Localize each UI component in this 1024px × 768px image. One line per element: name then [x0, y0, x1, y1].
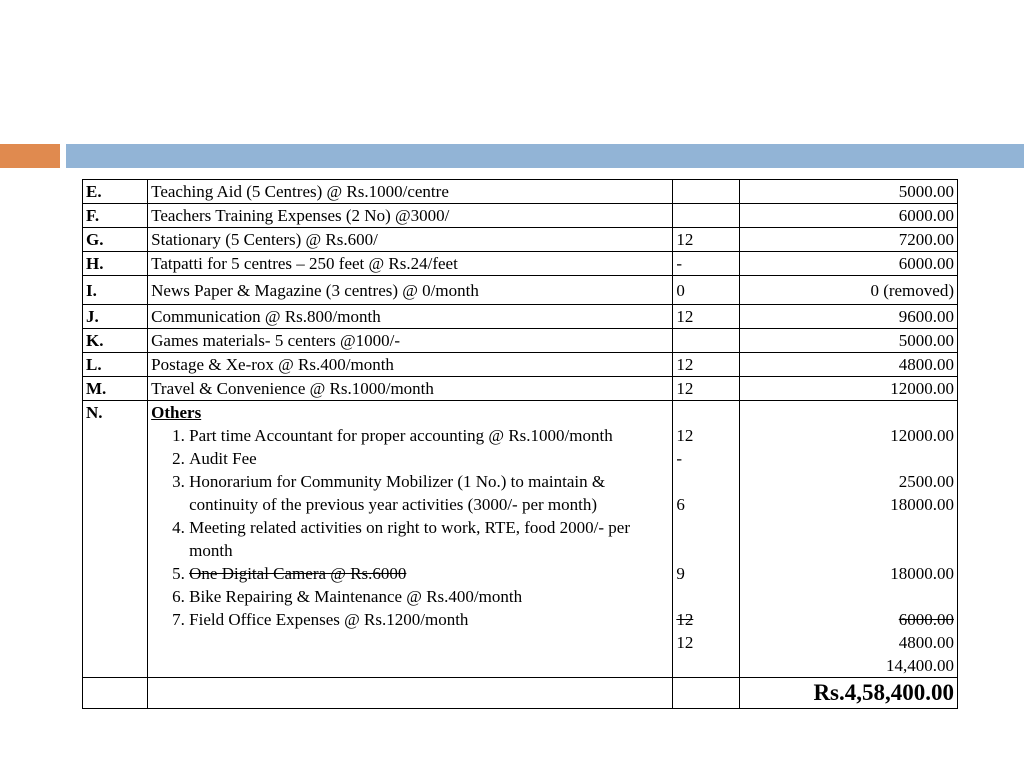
row-description: Games materials- 5 centers @1000/-: [148, 329, 673, 353]
row-amount: 0 (removed): [740, 276, 958, 305]
row-code: I.: [83, 276, 148, 305]
table-row: [83, 305, 958, 329]
blue-accent-bar: [66, 144, 1024, 168]
list-item: 4. Meeting related activities on right to work, RTE, food 2000/- per month: [189, 516, 669, 562]
list-item: 7. Field Office Expenses @ Rs.1200/month: [189, 608, 669, 631]
row-description: Teachers Training Expenses (2 No) @3000/: [148, 204, 673, 228]
table-row: [83, 180, 958, 204]
empty-cell: [83, 678, 148, 709]
row-code: K.: [83, 329, 148, 353]
table-row: [83, 353, 958, 377]
item-quantity: 12: [676, 610, 694, 629]
row-quantity: 12: [673, 353, 740, 377]
item-quantity: 12: [676, 633, 694, 652]
row-description: Postage & Xe-rox @ Rs.400/month: [148, 353, 673, 377]
row-amount: 5000.00: [740, 180, 958, 204]
others-title: Others: [151, 403, 202, 422]
empty-cell: [673, 678, 740, 709]
row-quantity: -: [673, 252, 740, 276]
item-quantity: [676, 585, 736, 608]
orange-accent-bar: [0, 144, 60, 168]
row-code: N.: [83, 401, 148, 678]
item-amount: [743, 516, 954, 539]
others-description: [148, 401, 673, 678]
item-amount: 14,400.00: [886, 656, 954, 675]
list-item: 5. One Digital Camera @ Rs.6000: [189, 562, 669, 585]
others-amounts: [740, 401, 958, 678]
item-quantity: -: [676, 449, 682, 468]
row-amount: 5000.00: [740, 329, 958, 353]
row-code: L.: [83, 353, 148, 377]
row-quantity: 12: [673, 228, 740, 252]
list-item: 6. Bike Repairing & Maintenance @ Rs.400/month: [189, 585, 669, 608]
table-row: [83, 329, 958, 353]
budget-table: [82, 179, 958, 709]
budget-table-body: [83, 180, 958, 709]
row-description: Travel & Convenience @ Rs.1000/month: [148, 377, 673, 401]
item-quantity: 6: [676, 495, 685, 514]
row-code: J.: [83, 305, 148, 329]
empty-cell: [148, 678, 673, 709]
total-row: [83, 678, 958, 709]
list-item: 1. Part time Accountant for proper accounting @ Rs.1000/month: [189, 424, 669, 447]
row-code: H.: [83, 252, 148, 276]
row-quantity: 12: [673, 305, 740, 329]
table-row: [83, 252, 958, 276]
table-row-others: [83, 401, 958, 678]
item-amount: 4800.00: [898, 633, 954, 652]
row-description: News Paper & Magazine (3 centres) @ 0/month: [148, 276, 673, 305]
row-amount: 12000.00: [740, 377, 958, 401]
others-quantities: [673, 401, 740, 678]
item-amount: 12000.00: [890, 426, 954, 445]
item-amount: 6000.00: [898, 610, 954, 629]
item-amount: 18000.00: [890, 495, 954, 514]
item-amount: [743, 539, 954, 562]
item-quantity: [676, 654, 736, 677]
row-amount: 9600.00: [740, 305, 958, 329]
row-quantity: [673, 180, 740, 204]
item-quantity: [676, 470, 736, 493]
others-list: [151, 424, 669, 631]
item-amount: 2500.00: [898, 472, 954, 491]
item-amount: [743, 447, 954, 470]
row-description: Stationary (5 Centers) @ Rs.600/: [148, 228, 673, 252]
item-quantity: 9: [676, 564, 685, 583]
row-code: M.: [83, 377, 148, 401]
table-row: [83, 276, 958, 305]
row-quantity: [673, 204, 740, 228]
item-quantity: [676, 539, 736, 562]
item-quantity: [676, 516, 736, 539]
row-code: E.: [83, 180, 148, 204]
list-item: 2. Audit Fee: [189, 447, 669, 470]
item-amount: [743, 585, 954, 608]
row-description: Tatpatti for 5 centres – 250 feet @ Rs.24/feet: [148, 252, 673, 276]
row-code: G.: [83, 228, 148, 252]
item-amount: 18000.00: [890, 564, 954, 583]
row-amount: 6000.00: [740, 252, 958, 276]
item-quantity: 12: [676, 426, 694, 445]
row-amount: 7200.00: [740, 228, 958, 252]
row-code: F.: [83, 204, 148, 228]
grand-total: Rs.4,58,400.00: [740, 678, 958, 709]
list-item: 3. Honorarium for Community Mobilizer (1 No.) to maintain & continuity of the previous year activities (3000/- per month): [189, 470, 669, 516]
table-row: [83, 228, 958, 252]
row-amount: 4800.00: [740, 353, 958, 377]
row-amount: 6000.00: [740, 204, 958, 228]
row-quantity: 0: [673, 276, 740, 305]
table-row: [83, 377, 958, 401]
row-description: Teaching Aid (5 Centres) @ Rs.1000/centre: [148, 180, 673, 204]
row-quantity: 12: [673, 377, 740, 401]
row-quantity: [673, 329, 740, 353]
row-description: Communication @ Rs.800/month: [148, 305, 673, 329]
table-row: [83, 204, 958, 228]
